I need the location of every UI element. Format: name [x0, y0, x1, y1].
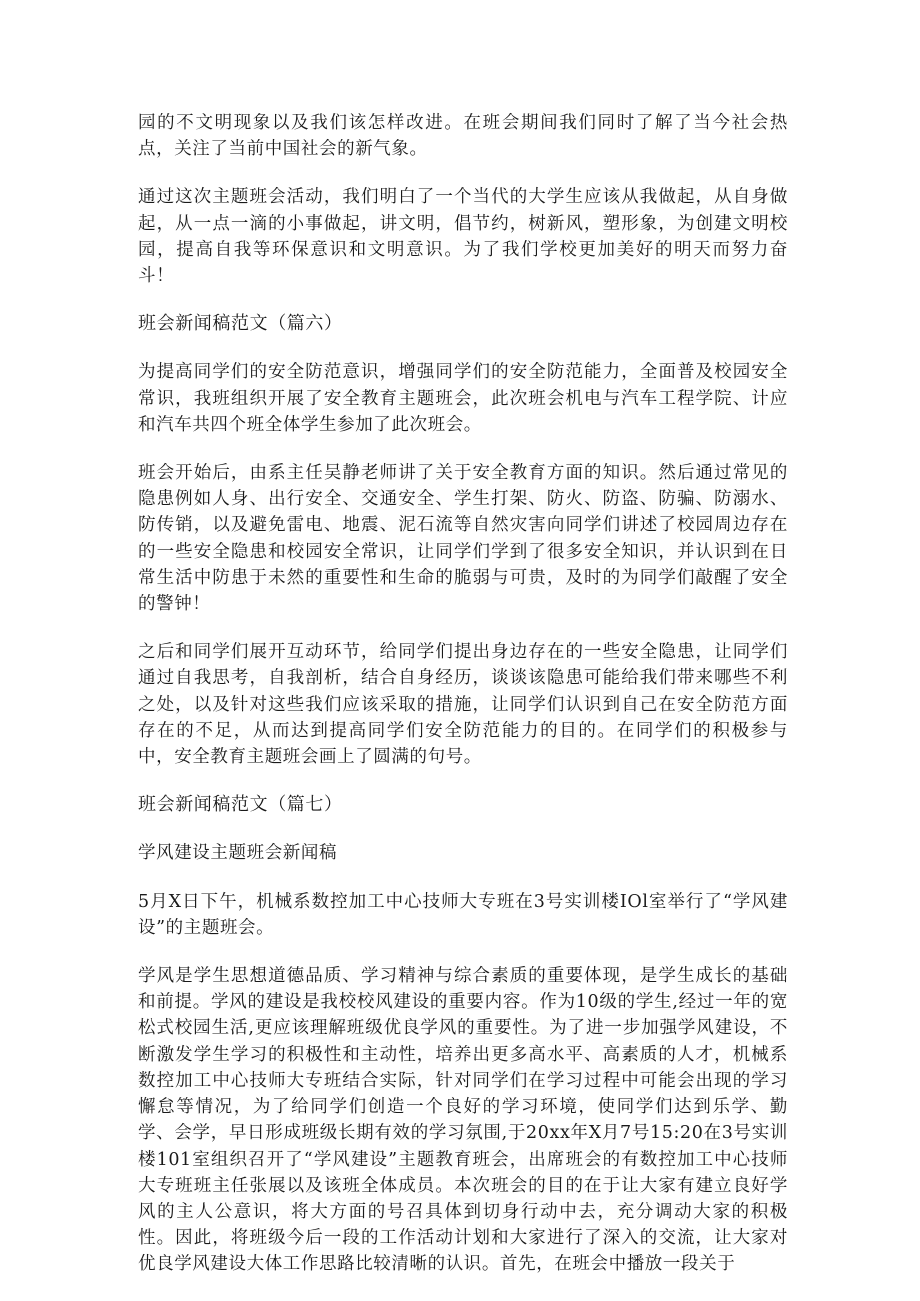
paragraph-study-style: 学风是学生思想道德品质、学习精神与综合素质的重要体现，是学生成长的基础和前提。学风的建设是我校校风建设的重要内容。作为10级的学生,经过一年的宽松式校园生活,更应该理解班级优良学风的重要性。为了进一步加强学风建设，不断激发学生学习的积极性和主动性，培养出更多高水平、高素质的人才，机械系数控加工中心技师大专班结合实际，针对同学们在学习过程中可能会出现的学习懈怠等情况，为了给同学们创造一个良好的学习环境，使同学们达到乐学、勤学、会学，早日形成班级长期有效的学习氛围,于20xx年X月7号15:20在3号实训楼101室组织召开了“学风建设”主题教育班会，出席班会的有数控加工中心技师大专班班主任张展以及该班全体成员。本次班会的目的在于让大家有建立良好学风的主人公意识，将大方面的号召具体到切身行动中去，充分调动大家的积极性。因此，将班级今后一段的工作活动计划和大家进行了深入的交流，让大家对优良学风建设大体工作思路比较清晰的认识。首先，在班会中播放一段关于: [138, 966, 788, 1275]
article-title: 学风建设主题班会新闻稿: [138, 843, 338, 864]
paragraph-event-date: 5月X日下午，机械系数控加工中心技师大专班在3号实训楼IOl室举行了“学风建设”的主题班会。: [138, 891, 788, 938]
section-heading-part6: 班会新闻稿范文（篇六）: [138, 313, 343, 335]
paragraph-safety-lecture: 班会开始后，由系主任吴静老师讲了关于安全教育方面的知识。然后通过常见的隐患例如人身、出行安全、交通安全、学生打架、防火、防盗、防骗、防溺水、防传销，以及避免雷电、地震、泥石流等自然灾害向同学们讲述了校园周边存在的一些安全隐患和校园安全常识，让同学们学到了很多安全知识，并认识到在日常生活中防患于未然的重要性和生命的脆弱与可贵，及时的为同学们敲醒了安全的警钟！: [138, 463, 788, 615]
paragraph-safety-intro: 为提高同学们的安全防范意识，增强同学们的安全防范能力，全面普及校园安全常识，我班组织开展了安全教育主题班会，此次班会机电与汽车工程学院、计应和汽车共四个班全体学生参加了此次班会。: [138, 362, 788, 435]
paragraph-safety-interaction: 之后和同学们展开互动环节，给同学们提出身边存在的一些安全隐患，让同学们通过自我思考，自我剖析，结合自身经历，谈谈该隐患可能给我们带来哪些不利之处，以及针对这些我们应该采取的措施，让同学们认识到自己在安全防范方面存在的不足，从而达到提高同学们安全防范能力的目的。在同学们的积极参与中，安全教育主题班会画上了圆满的句号。: [138, 642, 788, 768]
paragraph-conclusion: 通过这次主题班会活动，我们明白了一个当代的大学生应该从我做起，从自身做起，从一点一滴的小事做起，讲文明，倡节约，树新风，塑形象，为创建文明校园，提高自我等环保意识和文明意识。为了我们学校更加美好的明天而努力奋斗！: [138, 187, 788, 287]
paragraph-intro-end: 园的不文明现象以及我们该怎样改进。在班会期间我们同时了解了当今社会热点，关注了当前中国社会的新气象。: [138, 113, 788, 160]
section-heading-part7: 班会新闻稿范文（篇七）: [138, 794, 343, 816]
document-page: [138, 110, 788, 1300]
